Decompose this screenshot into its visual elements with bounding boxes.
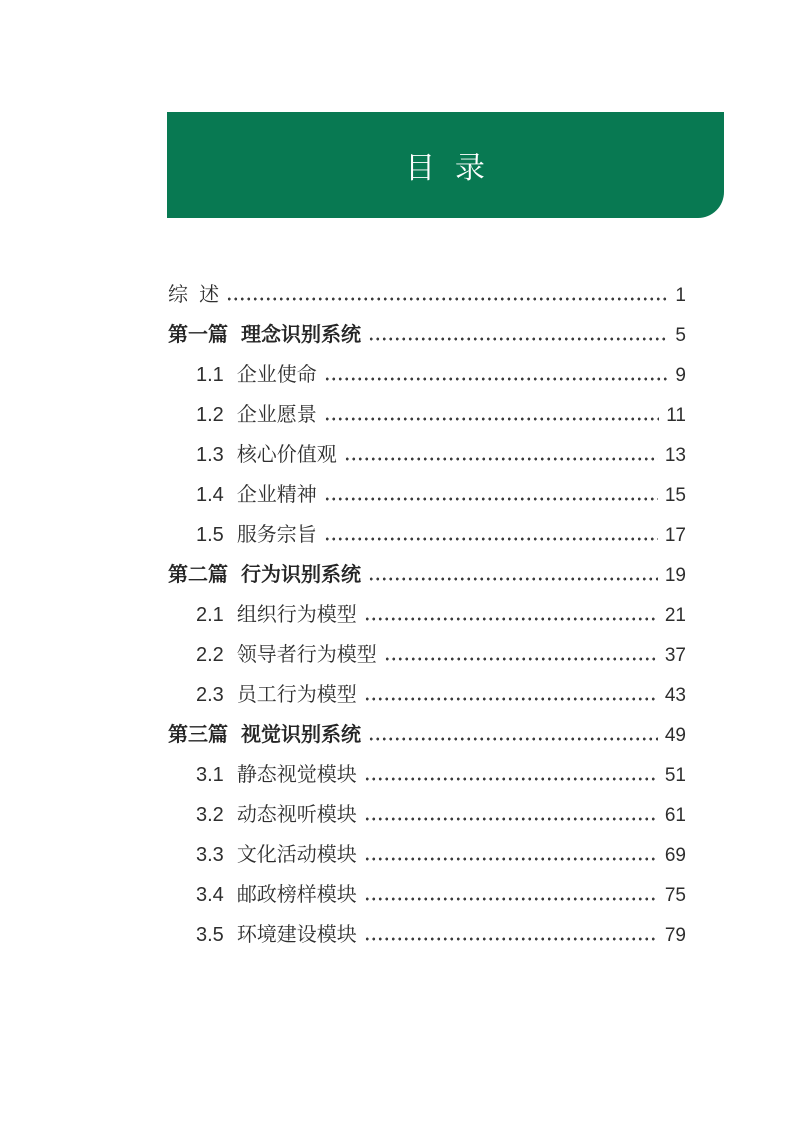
leader-dots (368, 337, 668, 341)
toc-entry-title: 文化活动模块 (236, 844, 357, 866)
toc-entry-1-5[interactable] (168, 515, 686, 555)
toc-entry-1-4[interactable] (168, 475, 686, 515)
toc-entry-1-2[interactable] (168, 395, 686, 435)
toc-entry-2-2[interactable] (168, 635, 686, 675)
toc-entry-number: 3.4 (196, 884, 224, 906)
toc-entry-number: 1.3 (196, 444, 224, 466)
toc-entry-number: 1.2 (196, 404, 224, 426)
toc-entry-title: 核心价值观 (236, 444, 337, 466)
toc-entry-3-5[interactable] (168, 915, 686, 955)
toc-entry-3-1[interactable] (168, 755, 686, 795)
toc-entry-page: 11 (666, 405, 686, 426)
leader-dots (344, 457, 658, 461)
toc-entry-title: 行为识别系统 (241, 564, 361, 586)
toc-entry-number: 第三篇 (168, 724, 228, 746)
toc-entry-page: 17 (664, 525, 686, 546)
toc-entry-number: 2.3 (196, 684, 224, 706)
toc-entry-title: 服务宗旨 (236, 524, 317, 546)
leader-dots (364, 777, 658, 781)
leader-dots (324, 537, 658, 541)
toc-entry-page: 61 (664, 805, 686, 826)
toc-entry-page: 49 (664, 725, 686, 746)
toc-entry-2-1[interactable] (168, 595, 686, 635)
toc-entry-number: 1.4 (196, 484, 224, 506)
toc-entry-title: 邮政榜样模块 (236, 884, 357, 906)
toc-entry-1-1[interactable] (168, 355, 686, 395)
toc-entry-title: 员工行为模型 (236, 684, 357, 706)
toc-entry-title: 环境建设模块 (236, 924, 357, 946)
toc-entry-page: 75 (664, 885, 686, 906)
toc-entry-title: 动态视听模块 (236, 804, 357, 826)
toc-entry-page: 21 (664, 605, 686, 626)
leader-dots (364, 617, 658, 621)
toc-entry-page: 9 (675, 365, 686, 386)
toc-entry-section-1[interactable] (168, 315, 686, 355)
toc-entry-number: 3.3 (196, 844, 224, 866)
toc-entry-number: 2.1 (196, 604, 224, 626)
toc-entry-3-2[interactable] (168, 795, 686, 835)
toc-entry-title: 企业愿景 (236, 404, 317, 426)
toc-entry-1-3[interactable] (168, 435, 686, 475)
toc-entry-title: 综 述 (168, 284, 220, 306)
toc-entry-number: 3.5 (196, 924, 224, 946)
toc-entry-number: 2.2 (196, 644, 224, 666)
toc-entry-page: 13 (664, 445, 686, 466)
toc-entry-number: 1.1 (196, 364, 224, 386)
leader-dots (368, 577, 658, 581)
toc-header-banner (167, 112, 724, 218)
leader-dots (324, 377, 669, 381)
toc-entry-page: 43 (664, 685, 686, 706)
leader-dots (324, 417, 659, 421)
toc-entry-page: 1 (675, 285, 686, 306)
toc-entry-page: 19 (664, 565, 686, 586)
toc-entry-section-3[interactable] (168, 715, 686, 755)
toc-entry-page: 79 (664, 925, 686, 946)
toc-entry-page: 5 (675, 325, 686, 346)
toc-entry-page: 69 (664, 845, 686, 866)
toc-entry-number: 第一篇 (168, 324, 228, 346)
toc-entry-2-3[interactable] (168, 675, 686, 715)
toc-entry-page: 51 (664, 765, 686, 786)
toc-entry-title: 视觉识别系统 (241, 724, 361, 746)
toc-entry-3-4[interactable] (168, 875, 686, 915)
toc-entry-title: 企业精神 (236, 484, 317, 506)
leader-dots (364, 697, 658, 701)
leader-dots (364, 817, 658, 821)
toc-entry-number: 3.1 (196, 764, 224, 786)
toc-entry-section-2[interactable] (168, 555, 686, 595)
toc-entry-title: 静态视觉模块 (236, 764, 357, 786)
toc-entry-title: 组织行为模型 (236, 604, 357, 626)
toc-entry-number: 1.5 (196, 524, 224, 546)
leader-dots (364, 937, 658, 941)
toc-entry-number: 3.2 (196, 804, 224, 826)
toc-entry-title: 领导者行为模型 (236, 644, 377, 666)
toc-entry-number: 第二篇 (168, 564, 228, 586)
toc-entry-overview[interactable] (168, 275, 686, 315)
toc-entry-title: 企业使命 (236, 364, 317, 386)
toc-entry-page: 15 (664, 485, 686, 506)
leader-dots (226, 297, 668, 301)
toc-list (168, 275, 686, 955)
toc-entry-3-3[interactable] (168, 835, 686, 875)
leader-dots (364, 857, 658, 861)
leader-dots (368, 737, 658, 741)
page-title: 目 录 (405, 152, 486, 185)
toc-entry-page: 37 (664, 645, 686, 666)
leader-dots (364, 897, 658, 901)
toc-entry-title: 理念识别系统 (241, 324, 361, 346)
leader-dots (384, 657, 658, 661)
leader-dots (324, 497, 658, 501)
